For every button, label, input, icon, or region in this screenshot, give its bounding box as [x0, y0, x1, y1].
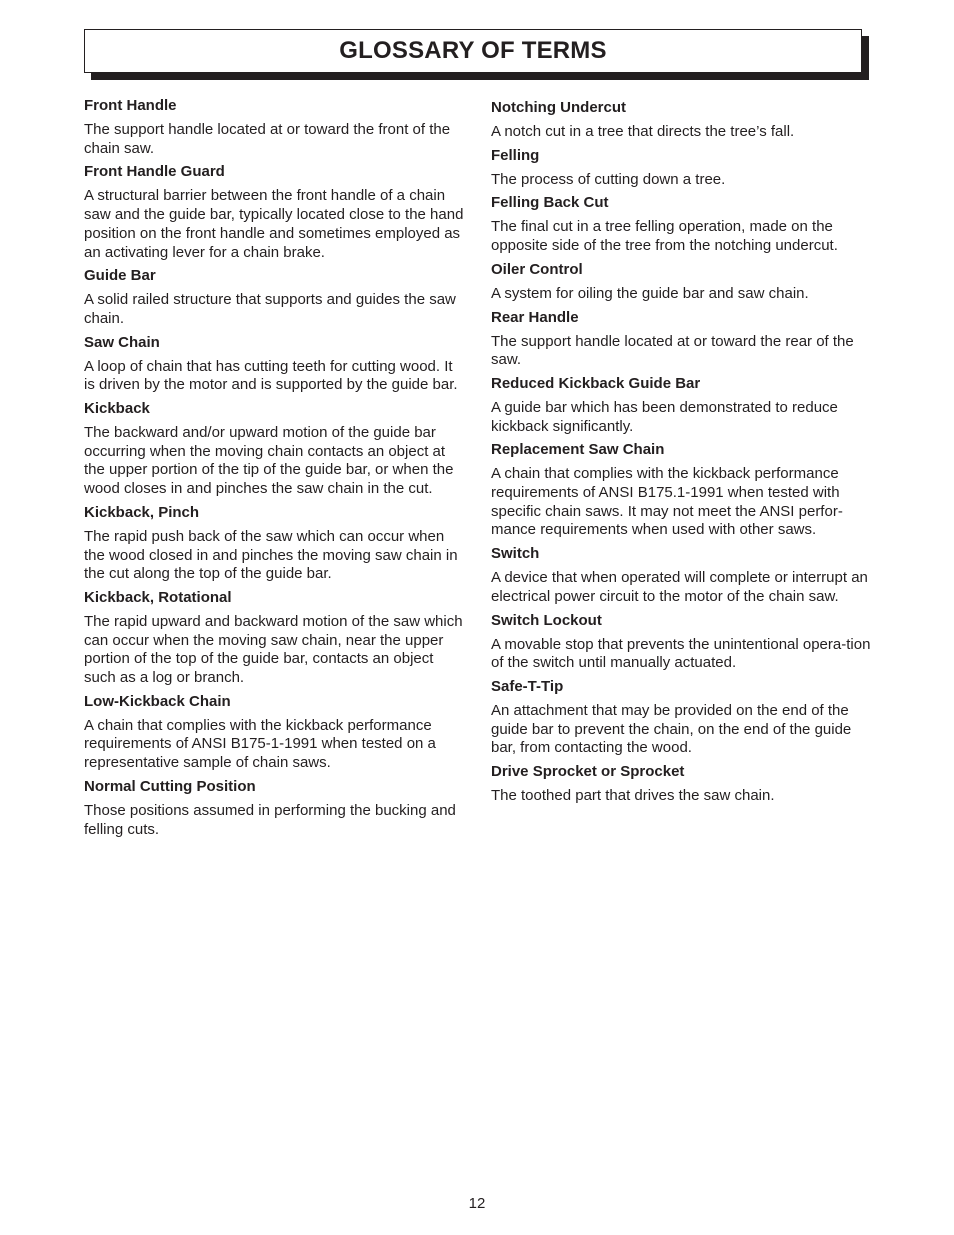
- page-number: 12: [468, 1195, 486, 1212]
- glossary-left-column: [84, 97, 464, 844]
- glossary-entry: [84, 589, 464, 688]
- glossary-definition: Those positions assumed in performing the bucking and felling cuts.: [84, 801, 456, 838]
- glossary-definition: The toothed part that drives the saw chain.: [491, 787, 775, 805]
- glossary-entry: [491, 309, 873, 370]
- glossary-definition: A chain that complies with the kickback performance requirements of ANSI B175.1-1991 when tested with specific chain saws. It may not meet the ANSI perfor-mance requirements when used with other saws.: [491, 465, 843, 539]
- glossary-definition: A guide bar which has been demonstrated to reduce kickback significantly.: [491, 398, 838, 435]
- glossary-definition: The process of cutting down a tree.: [491, 170, 726, 188]
- glossary-definition: The final cut in a tree felling operation, made on the opposite side of the tree from the notching undercut.: [491, 218, 838, 255]
- glossary-term: Kickback, Rotational: [84, 588, 232, 606]
- glossary-entry: [84, 693, 464, 773]
- glossary-definition: A loop of chain that has cutting teeth for cutting wood. It is driven by the motor and is supported by the guide bar.: [84, 357, 458, 394]
- glossary-term: Rear Handle: [491, 308, 579, 326]
- glossary-term: Felling: [491, 146, 540, 164]
- glossary-definition: An attachment that may be provided on the end of the guide bar to prevent the chain, on the end of the guide bar, from contacting the wood.: [491, 701, 852, 757]
- glossary-definition: The backward and/or upward motion of the guide bar occurring when the moving chain contacts an object at the upper portion of the tip of the guide bar, or when the wood closes in and pinches the saw chain in the cut.: [84, 424, 454, 498]
- glossary-entry: [84, 334, 464, 395]
- glossary-entry: [491, 375, 873, 436]
- glossary-term: Normal Cutting Position: [84, 777, 256, 795]
- glossary-entry: [491, 545, 873, 606]
- glossary-term: Notching Undercut: [491, 99, 626, 116]
- glossary-term: Front Handle Guard: [84, 163, 225, 181]
- glossary-term: Saw Chain: [84, 333, 160, 351]
- glossary-entry: [491, 147, 873, 190]
- glossary-term: Felling Back Cut: [491, 194, 609, 212]
- glossary-definition: A device that when operated will complete or interrupt an electrical power circuit to the motor of the chain saw.: [491, 569, 868, 605]
- glossary-entry: [84, 778, 464, 839]
- glossary-entry: [491, 99, 873, 142]
- glossary-entry: [84, 400, 464, 499]
- glossary-term: Replacement Saw Chain: [491, 441, 665, 459]
- glossary-entry: [84, 267, 464, 328]
- glossary-definition: A movable stop that prevents the unintentional opera-tion of the switch until manually actuated.: [491, 635, 871, 672]
- glossary-term: Low-Kickback Chain: [84, 692, 231, 710]
- glossary-definition: A system for oiling the guide bar and saw chain.: [491, 284, 809, 302]
- glossary-term: Safe-T-Tip: [491, 677, 564, 695]
- glossary-term: Reduced Kickback Guide Bar: [491, 374, 701, 392]
- glossary-term: Kickback: [84, 400, 150, 418]
- glossary-entry: [84, 163, 464, 262]
- glossary-term: Drive Sprocket or Sprocket: [491, 763, 685, 781]
- glossary-definition: A notch cut in a tree that directs the tree’s fall.: [491, 123, 795, 140]
- glossary-term: Oiler Control: [491, 260, 583, 278]
- glossary-definition: The support handle located at or toward the rear of the saw.: [491, 332, 854, 369]
- page-title: GLOSSARY OF TERMS: [339, 37, 607, 64]
- glossary-definition: The rapid push back of the saw which can occur when the wood closed in and pinches the moving saw chain in the cut along the top of the guide bar.: [84, 527, 458, 583]
- title-banner: [84, 29, 862, 73]
- glossary-definition: The rapid upward and backward motion of the saw which can occur when the moving saw chain, near the upper portion of the top of the guide bar, contacts an object such as a log or branch.: [84, 612, 463, 687]
- glossary-entry: [491, 441, 873, 540]
- glossary-definition: A chain that complies with the kickback performance requirements of ANSI B175-1-1991 when tested on a representative sample of chain saws.: [84, 716, 436, 772]
- glossary-entry: [84, 504, 464, 584]
- glossary-term: Switch: [491, 545, 540, 563]
- glossary-entry: [84, 97, 464, 158]
- glossary-term: Guide Bar: [84, 267, 156, 285]
- glossary-entry: [491, 678, 873, 758]
- glossary-definition: A solid railed structure that supports and guides the saw chain.: [84, 291, 456, 327]
- glossary-entry: [491, 763, 873, 806]
- glossary-term: Switch Lockout: [491, 611, 602, 629]
- glossary-term: Front Handle: [84, 97, 177, 114]
- glossary-entry: [491, 194, 873, 255]
- glossary-definition: The support handle located at or toward the front of the chain saw.: [84, 121, 451, 157]
- glossary-term: Kickback, Pinch: [84, 503, 200, 521]
- glossary-right-column: [491, 99, 873, 811]
- glossary-entry: [491, 612, 873, 673]
- glossary-definition: A structural barrier between the front handle of a chain saw and the guide bar, typically located close to the hand position on the front handle and sometimes employed as an activating lever for a chain brake.: [84, 187, 464, 261]
- glossary-entry: [491, 261, 873, 304]
